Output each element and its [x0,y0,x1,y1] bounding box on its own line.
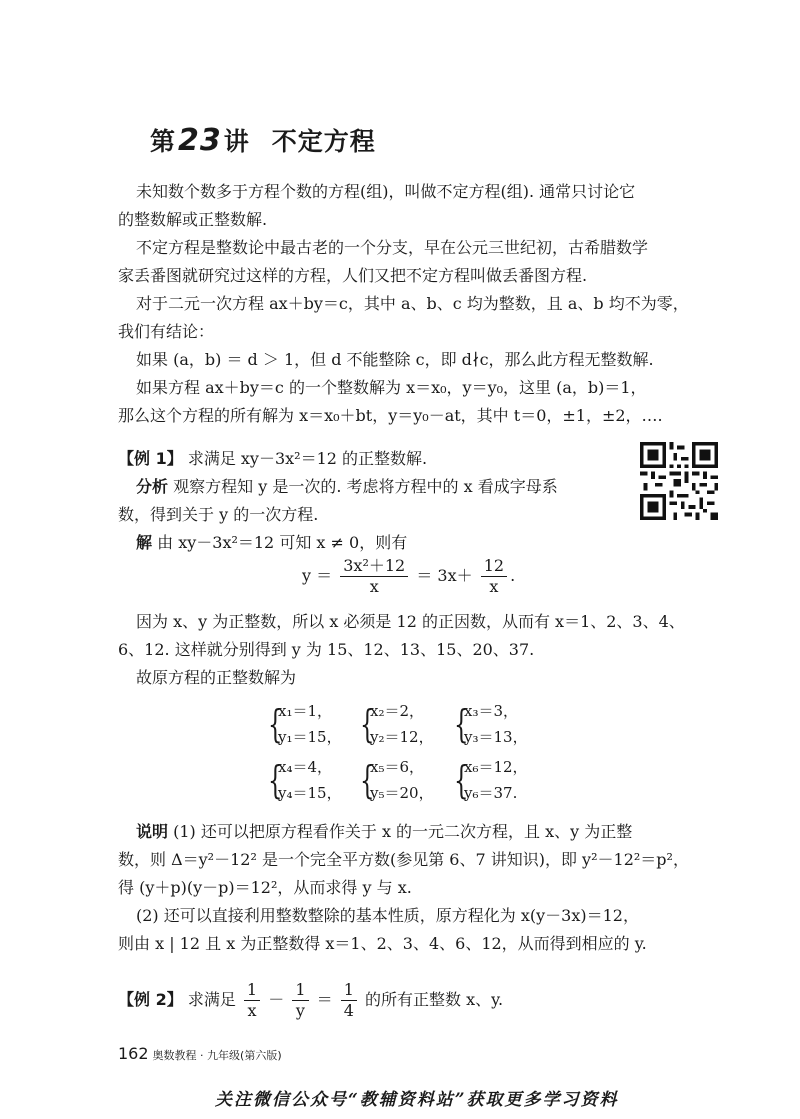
operator: － [268,990,285,1009]
fraction [292,980,308,1021]
book-title: 奥数教程 · 九年级(第六版) [152,1049,282,1062]
note-line: (2) 还可以直接利用整数整除的基本性质，原方程化为 x(y－3x)＝12， [136,906,639,925]
solution-y: y₂＝12， [370,728,434,746]
eq-end: . [510,566,516,585]
example-statement-pre: 求满足 [187,990,236,1009]
eq-middle: ＝ 3x＋ [416,566,473,585]
fraction-denominator: 4 [343,1001,354,1020]
paragraph-line: 未知数个数多于方程个数的方程(组)，叫做不定方程(组). 通常只讨论它 [136,182,636,201]
solution-line [136,529,407,557]
solution-y: y₄＝15， [278,784,342,802]
fraction [481,556,507,597]
solution-x: x₁＝1， [278,702,333,720]
solution-y: y₁＝15， [278,728,342,746]
solution-x: x₆＝12， [464,758,528,776]
analysis-text: 观察方程知 y 是一次的. 考虑将方程中的 x 看成字母系 [173,477,558,496]
note-line: 数，则 Δ＝y²－12² 是一个完全平方数(参见第 6、7 讲知识)，即 y²－12²＝p²， [118,850,689,869]
paragraph-line: 对于二元一次方程 ax＋by＝c，其中 a、b、c 均为整数，且 a、b 均不为零， [136,294,689,313]
fraction [341,980,357,1021]
paragraph-line: 故原方程的正整数解为 [136,668,297,687]
eq-lhs: y ＝ [302,566,333,585]
paragraph-line: 的整数解或正整数解. [118,210,268,229]
qr-code [640,442,718,520]
solution-system: { x₃＝3， y₃＝13， [454,702,528,746]
solution-y: y₆＝37. [464,784,518,802]
page-number: 162 [118,1044,149,1063]
example-statement-post: 的所有正整数 x、y. [364,990,504,1009]
paragraph-line: 6、12. 这样就分别得到 y 为 15、12、13、15、20、37. [118,640,535,659]
paragraph-line: 因为 x、y 为正整数，所以 x 必须是 12 的正因数，从而有 x＝1、2、3、4、 [136,612,685,631]
analysis-line [136,473,558,501]
fraction-numerator: 1 [292,980,308,1001]
solution-label: 解 [136,533,153,552]
example-label: 【例 2】 [118,990,183,1009]
solution-x: x₃＝3， [464,702,519,720]
fraction-numerator: 3x²＋12 [340,556,408,577]
solution-x: x₂＝2， [370,702,425,720]
lecture-number: 23 [178,123,222,158]
fraction-denominator: y [295,1001,305,1020]
paragraph-line: 不定方程是整数论中最古老的一个分支，早在公元三世纪初，古希腊数学 [136,238,649,257]
lecture-title [150,122,376,158]
analysis-line: 数，得到关于 y 的一次方程. [118,505,319,524]
solution-system: { x₅＝6， y₅＝20， [360,758,434,802]
example-statement: 求满足 xy－3x²＝12 的正整数解. [187,449,428,468]
solution-system: { x₆＝12， y₆＝37. [454,758,528,802]
note-line [136,818,632,846]
title-prefix: 第 [150,127,177,156]
theorem-line: 如果方程 ax＋by＝c 的一个整数解为 x＝x₀，y＝y₀，这里 (a，b)＝1， [136,378,647,397]
solution-x: x₄＝4， [278,758,333,776]
solution-system: { x₁＝1， y₁＝15， [268,702,342,746]
fraction-denominator: x [369,577,379,596]
promo-banner: 关注微信公众号“教辅资料站”获取更多学习资料 [215,1090,619,1110]
paragraph-line: 我们有结论： [118,322,215,341]
analysis-label: 分析 [136,477,169,496]
fraction-denominator: x [489,577,499,596]
fraction-denominator: x [247,1001,257,1020]
paragraph-line: 家丢番图就研究过这样的方程，人们又把不定方程叫做丢番图方程. [118,266,588,285]
fraction-numerator: 1 [244,980,260,1001]
solution-y: y₃＝13， [464,728,528,746]
solution-system: { x₄＝4， y₄＝15， [268,758,342,802]
example-1-header [118,445,427,473]
theorem-line: 那么这个方程的所有解为 x＝x₀＋bt，y＝y₀－at，其中 t＝0，±1，±2，…. [118,406,663,425]
fraction-numerator: 1 [341,980,357,1001]
solution-y: y₅＝20， [370,784,434,802]
example-2-header [118,980,503,1021]
fraction-numerator: 12 [481,556,507,577]
example-label: 【例 1】 [118,449,183,468]
solution-x: x₅＝6， [370,758,425,776]
fraction [340,556,408,597]
title-suffix: 讲 [223,127,250,156]
fraction [244,980,260,1021]
title-topic: 不定方程 [271,127,376,156]
solution-text: 由 xy－3x²＝12 可知 x ≠ 0，则有 [157,533,408,552]
note-label: 说明 [136,822,169,841]
solution-system: { x₂＝2， y₂＝12， [360,702,434,746]
note-text: (1) 还可以把原方程看作关于 x 的一元二次方程，且 x、y 为正整 [173,822,633,841]
note-line: 得 (y＋p)(y－p)＝12²，从而求得 y 与 x. [118,878,412,897]
display-equation [302,556,515,597]
note-line: 则由 x | 12 且 x 为正整数得 x＝1、2、3、4、6、12，从而得到相应的 y. [118,934,647,953]
page-footer [118,1044,282,1063]
equals-sign: ＝ [316,990,333,1009]
theorem-line: 如果 (a，b) ＝ d ＞ 1，但 d 不能整除 c，即 d∤c，那么此方程无整数解. [136,350,654,369]
